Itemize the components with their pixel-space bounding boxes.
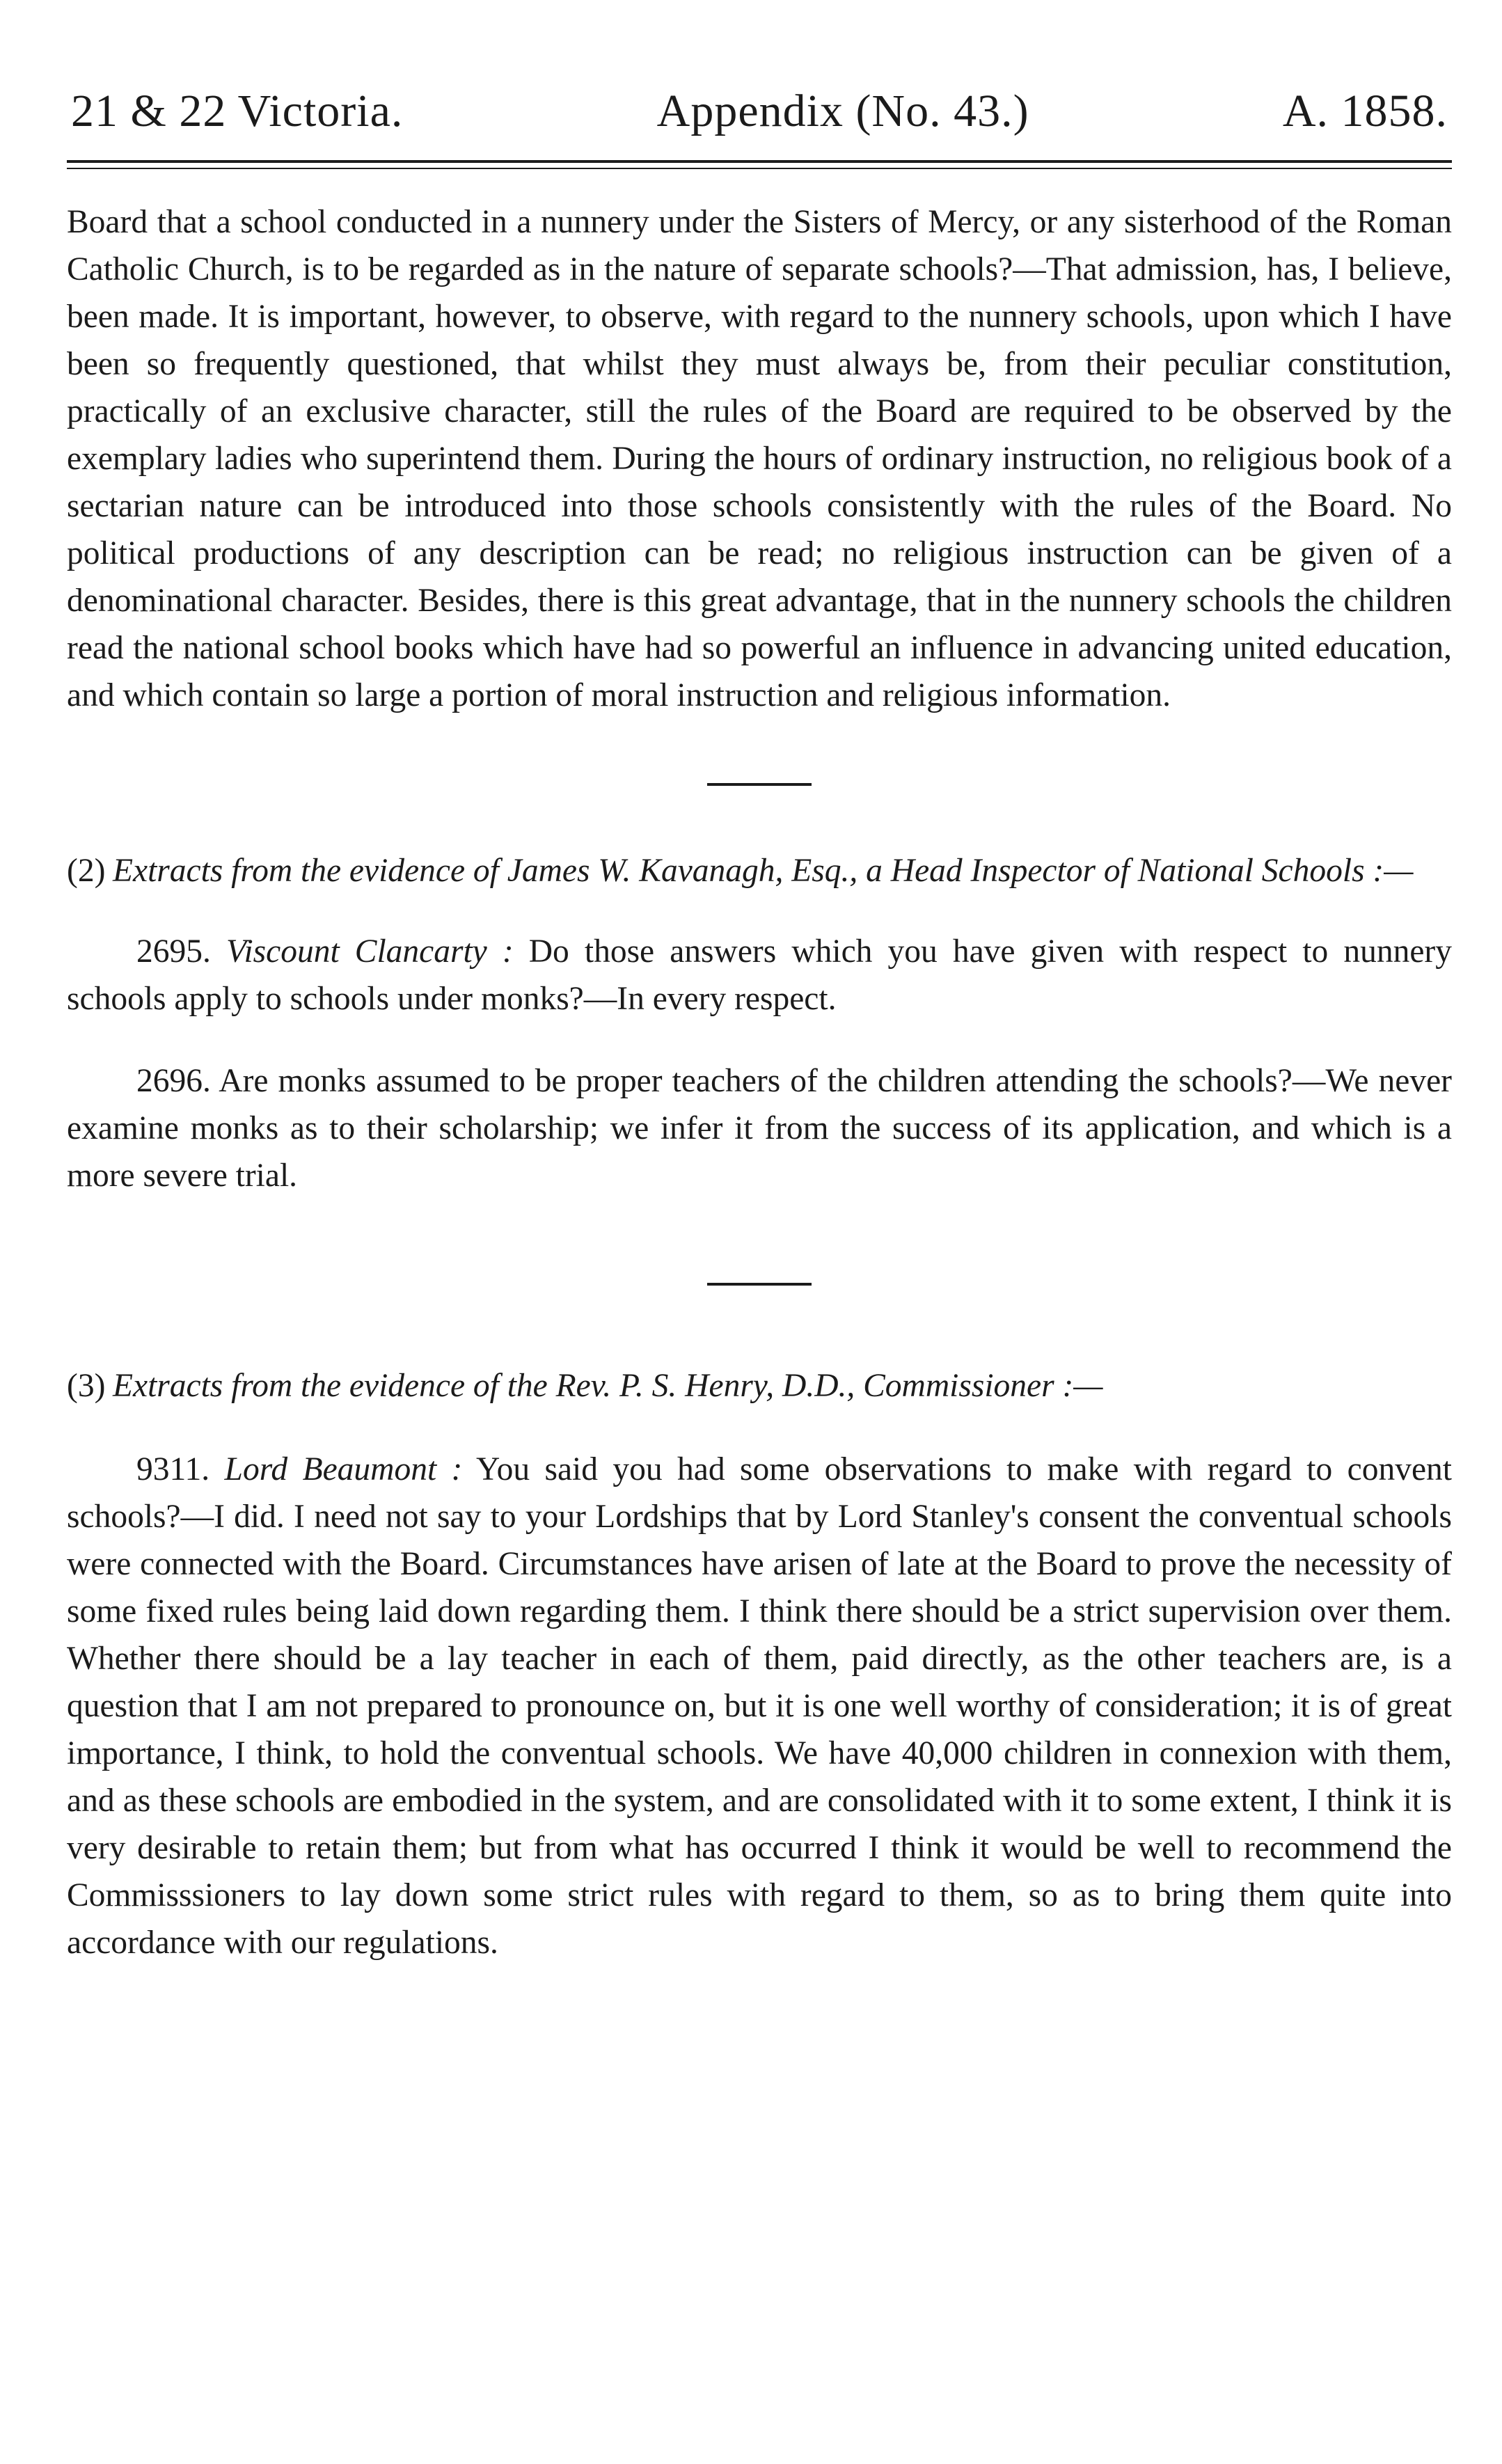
section-divider-1 bbox=[707, 783, 812, 786]
document-page bbox=[67, 84, 1452, 1966]
page-header bbox=[67, 84, 1452, 139]
question-2695-text: Do those answers which you have given with respect to nunnery schools apply to schools under monks?—In every respect. bbox=[67, 933, 1453, 1017]
header-double-rule bbox=[67, 160, 1452, 169]
header-year: A. 1858. bbox=[1282, 86, 1448, 136]
question-9311-text: You said you had some observations to make with regard to convent schools?—I did. I need not say to your Lordships that by Lord Stanley's consent the conventual schools were connected with the Board. Circumstances have arisen of late at the Board to prove the necessity of some fixed rules being laid down regarding them. I think there should be a strict supervision over them. Whether there should be a lay teacher in each of them, paid directly, as the other teachers are, is a question that I am not prepared to pronounce on, but it is one well worthy of consideration; it is of great importance, I think, to hold the conventual schools. We have 40,000 children in connexion with them, and as these schools are embodied in the system, and are consolidated with it to some extent, I think it is very desirable to retain them; but from what has occurred I think it would be well to recommend the Commisssioners to lay down some strict rules with regard to them, so as to bring them quite into accordance with our regulations. bbox=[67, 1451, 1452, 1961]
section-2-heading bbox=[67, 847, 1452, 894]
section-3-title: Extracts from the evidence of the Rev. P. S. Henry, D.D., Commissioner :— bbox=[113, 1368, 1103, 1404]
question-9311 bbox=[67, 1446, 1452, 1966]
section-2-title: Extracts from the evidence of James W. Kavanagh, Esq., a Head Inspector of National Schools :— bbox=[113, 853, 1414, 889]
question-2695-speaker: Viscount Clancarty : bbox=[226, 933, 514, 970]
header-session: 21 & 22 Victoria. bbox=[71, 86, 404, 136]
section-2-number: (2) bbox=[67, 853, 106, 889]
question-2696 bbox=[67, 1057, 1452, 1199]
question-2696-text: Are monks assumed to be proper teachers of the children attending the schools?—We never examine monks as to their scholarship; we infer it from the success of its application, and which is a more severe trial. bbox=[67, 1063, 1452, 1194]
section-3-number: (3) bbox=[67, 1368, 106, 1404]
question-2696-number: 2696. bbox=[136, 1063, 211, 1099]
section-3-heading bbox=[67, 1362, 1452, 1409]
header-appendix: Appendix (No. 43.) bbox=[656, 86, 1029, 136]
question-2695-number: 2695. bbox=[136, 933, 211, 970]
section-divider-2 bbox=[707, 1283, 812, 1286]
intro-paragraph: Board that a school conducted in a nunnery under the Sisters of Mercy, or any sisterhood of the Roman Catholic Church, is to be regarded as in the nature of separate schools?—That admission, has, I believe, been made. It is important, however, to observe, with regard to the nunnery schools, upon which I have been so frequently questioned, that whilst they must always be, from their peculiar constitution, practically of an exclusive character, still the rules of the Board are required to be observed by the exemplary ladies who superintend them. During the hours of ordinary instruction, no religious book of a sectarian nature can be introduced into those schools consistently with the rules of the Board. No political productions of any description can be read; no religious instruction can be given of a denominational character. Besides, there is this great advantage, that in the nunnery schools the children read the national school books which have had so powerful an influence in advancing united education, and which contain so large a portion of moral instruction and religious information. bbox=[67, 204, 1452, 713]
question-9311-number: 9311. bbox=[136, 1451, 210, 1487]
question-9311-speaker: Lord Beaumont : bbox=[224, 1451, 463, 1487]
question-2695 bbox=[67, 928, 1452, 1022]
